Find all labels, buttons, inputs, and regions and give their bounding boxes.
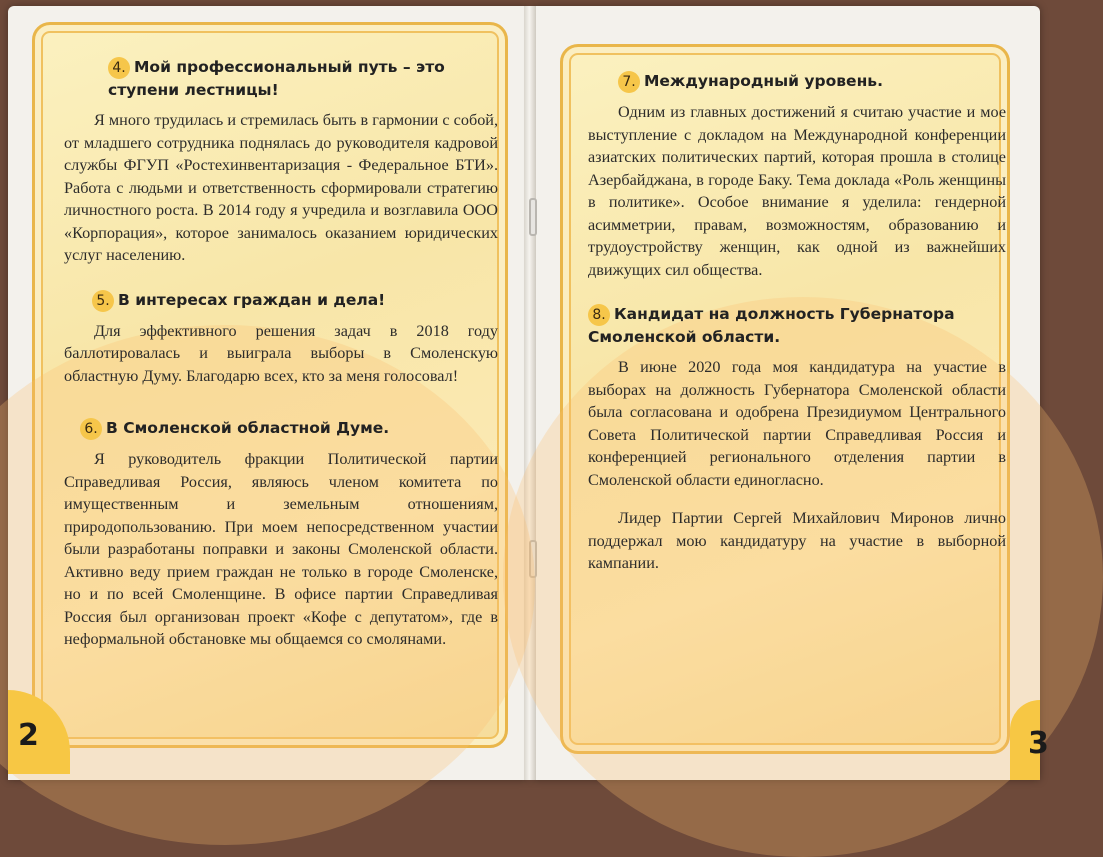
section-paragraph: В июне 2020 года моя кандидатура на участие в выборах на должность Губернатора Смоленской области была согласована и одобрена Президиумом Центрального Совета Политической партии Справедливая Россия и конференцией регионального отделения партии в Смоленской области единогласно. [588,358,1006,489]
section-number-badge: 4. [108,57,130,79]
section-heading [588,70,1006,93]
staple-bottom [529,540,537,578]
section-paragraph: Я много трудилась и стремилась быть в гармонии с собой, от младшего сотрудника поднялась до руководителя кадровой службы ФГУП «Ростехинвентаризация - Федеральное БТИ». Работа с людьми и ответственность сформировали стратегию личностного роста. В 2014 году я учредила и возглавила ООО «Корпорация», которое занималось оказанием юридических услуг населению. [64,111,498,264]
section-title: Международный уровень. [644,72,883,90]
section-paragraph: Лидер Партии Сергей Михайлович Миронов лично поддержал мою кандидатуру на участие в выборной кампании. [588,509,1006,572]
section-number-badge: 6. [80,418,102,440]
section-paragraph: Я руководитель фракции Политической партии Справедливая Россия, являюсь членом комитета по имущественным и земельным отношениям, природопользованию. При моем непосредственном участии были разработаны поправки и законы Смоленской области. Активно веду прием граждан не только в городе Смоленске, но и по всей Смоленщине. В офисе партии Справедливая Россия был организован проект «Кофе с депутатом», где в неформальной обстановке мы общаемся со смолянами. [64,450,498,648]
right-page-content [588,70,1006,597]
section-paragraph: Одним из главных достижений я считаю участие и мое выступление с докладом на Международной конференции азиатских политических партий, которая прошла в столице Азербайджана, в городе Баку. Тема доклада «Роль женщины в политике». Особое внимание я уделила: гендерной асимметрии, правам, возможностям, образованию и трудоустройству женщин, как одной из важнейших движущих сил общества. [588,103,1006,279]
section-5 [64,289,498,388]
staple-top [529,198,537,236]
page-number-right [1010,700,1049,780]
section-heading [64,289,498,312]
section-title: Мой профессиональный путь – это ступени лестницы! [108,58,445,99]
section-heading [64,417,498,440]
left-page-content [64,56,498,673]
booklet-spine [524,6,536,780]
section-title: В Смоленской областной Думе. [106,419,390,437]
section-heading [64,56,498,101]
section-title: В интересах граждан и дела! [118,290,386,309]
section-6 [64,417,498,651]
page-number-label: 3 [1028,726,1049,761]
section-number-badge: 5. [92,290,114,312]
section-title: Кандидат на должность Губернатора Смоленской области. [588,305,955,346]
section-7 [588,70,1006,281]
page-number-label: 2 [18,718,39,753]
section-heading [588,303,1006,348]
section-8 [588,303,1006,575]
section-number-badge: 7. [618,71,640,93]
section-4 [64,56,498,267]
section-number-badge: 8. [588,304,610,326]
section-paragraph: Для эффективного решения задач в 2018 году баллотировалась и выиграла выборы в Смоленскую областную Думу. Благодарю всех, кто за меня голосовал! [64,321,498,385]
